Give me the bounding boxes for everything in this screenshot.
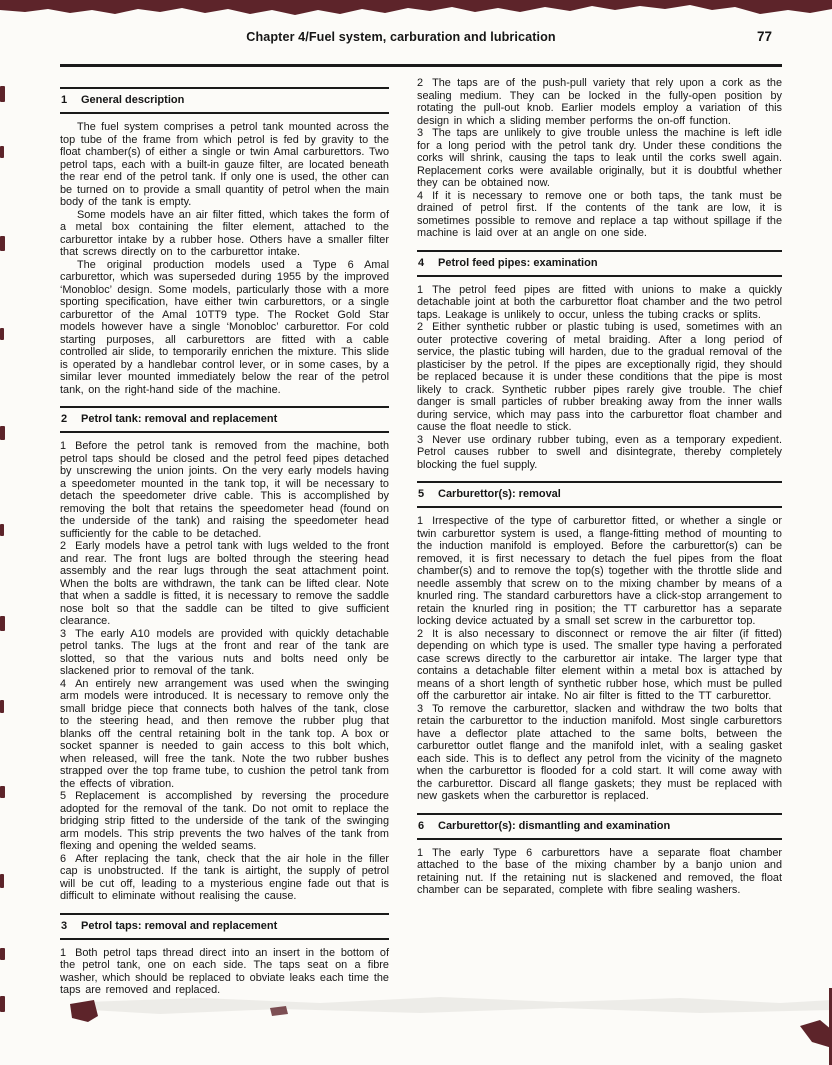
paragraph-text: Either synthetic rubber or plastic tubing is used, sometimes with an outer protective covering of metal braiding. After a long period of service, the plastic tubing will harden, due to the gradual removal of the plasticiser by the petrol. If the pipes are exceptionally rigid, they should be replaced because it is under these conditions that the pipe is most likely to crack. Synthetic rubber pipes rarely give trouble. The chief danger is small particles of rubber breaking away from the inner walls during service, which may pass into the carburettor float chamber and cause the float needle to stick. (417, 321, 782, 433)
paragraph-number: 3 (417, 127, 424, 139)
paragraph (417, 127, 782, 190)
paragraph-number: 6 (60, 852, 67, 865)
left-column (60, 77, 389, 997)
paragraph-text: Never use ordinary rubber tubing, even as a temporary expedient. Petrol causes rubber to swell and disintegrate, thereby completely blocking the fuel supply. (417, 433, 782, 471)
section-title: Petrol tank: removal and replacement (81, 413, 278, 425)
section-number: 2 (61, 413, 68, 425)
page-content (60, 30, 782, 997)
paragraph (60, 853, 389, 903)
section-heading (60, 87, 389, 114)
paragraph-number: 1 (60, 946, 67, 959)
page-number: 77 (756, 29, 772, 44)
paragraph-number: 1 (60, 440, 67, 452)
paragraph-number: 3 (417, 433, 424, 446)
paragraph-text: Some models have an air filter fitted, which takes the form of a metal box containing the filter element, attached to the carburettor intake by a rubber hose. Others have a smaller filter that screws directly on to the carburettor intake. (60, 208, 389, 258)
paragraph (60, 628, 389, 678)
paragraph-text: The original production models used a Type 6 Amal carburettor, which was superseded during 1955 by the improved ‘Monobloc’ design. Some models, particularly those with a more sporting specification, have either twin carburettors, or a single carburettor of the Amal 10TT9 type. The Rocket Gold Star models however have a single ‘Monobloc’ carburettor. For cold starting purposes, all carburettors are fitted with a cable controlled air slide, to temporarily enrichen the mixture. This slide is operated by a handlebar control lever, or in some cases, by a similar lever mounted immediately below the rear of the petrol tank, on the right-hand side of the machine. (60, 258, 389, 396)
paragraph (60, 947, 389, 997)
paragraph-text: The fuel system comprises a petrol tank mounted across the top tube of the frame from which petrol is fed by gravity to the float chamber(s) of either a single or twin Amal carburettors. Two petrol taps, each with a built-in gauze filter, are located beneath the rear end of the petrol tank. If only one is used, the other can be turned on to provide a small quantity of petrol when the main body of the tank is empty. (60, 121, 389, 208)
paragraph-number: 5 (60, 790, 67, 802)
paragraph (417, 190, 782, 240)
paragraph (417, 847, 782, 897)
paragraph (417, 434, 782, 472)
paragraph (417, 321, 782, 434)
paragraph-number: 1 (417, 283, 424, 296)
paragraph-number: 2 (60, 540, 67, 552)
paragraph-text: Both petrol taps thread direct into an insert in the bottom of the petrol tank, one on each side. The taps seat on a fibre washer, which should be replaced to obviate leaks each time the taps are removed and replaced. (60, 946, 389, 996)
text-columns (60, 77, 782, 997)
paragraph-text: The taps are unlikely to give trouble unless the machine is left idle for a long period with the petrol tank dry. Under these conditions the corks will shrink, causing the taps to leak until the corks swell again. Replacement corks were available originally, but it is doubtful whether they can be obtained now. (417, 127, 782, 189)
section-title: Petrol feed pipes: examination (438, 256, 598, 269)
section-title: Carburettor(s): removal (438, 488, 561, 500)
paragraph (417, 284, 782, 322)
section-number: 4 (418, 256, 425, 269)
section-heading (60, 406, 389, 433)
paragraph (60, 121, 389, 209)
section-heading (417, 813, 782, 840)
right-column (417, 77, 782, 897)
paragraph-number: 2 (417, 321, 424, 333)
paragraph-text: Replacement is accomplished by reversing the procedure adopted for the removal of the tank. Do not omit to replace the bridging strip fitted to the underside of the tank of the swinging arm models. This strip prevents the two halves of the tank from flexing and opening the welded seams. (60, 790, 389, 852)
paragraph-text: After replacing the tank, check that the air hole in the filler cap is unobstructed. If the tank is airtight, the supply of petrol will be cut off, leading to a mysterious engine fade out that is difficult to eliminate without realising the cause. (60, 852, 389, 902)
paragraph-number: 3 (60, 627, 67, 640)
paragraph (60, 540, 389, 628)
section-heading (417, 481, 782, 508)
paragraph (60, 790, 389, 853)
paragraph-number: 2 (417, 77, 424, 89)
section-number: 1 (61, 94, 68, 106)
section-heading (60, 913, 389, 940)
paragraph (60, 209, 389, 259)
paragraph-text: Early models have a petrol tank with lugs welded to the front and rear. The front lugs are bolted through the steering head assembly and the rear lugs through the seat attachment point. When the bolts are withdrawn, the tank can be lifted clear. Note that when a saddle is fitted, it is necessary to remove the saddle nose bolt so that the saddle can be tilted to give sufficient clearance. (60, 540, 389, 627)
section-title: General description (81, 94, 185, 106)
paragraph-text: The taps are of the push-pull variety that rely upon a cork as the sealing medium. They can be locked in the fully-open position by rotating the pull-out knob. Earlier models employ a variation of this design in which a sliding member performs the on-off function. (417, 77, 782, 127)
section-number: 3 (61, 919, 68, 932)
paragraph-text: The petrol feed pipes are fitted with unions to make a quickly detachable joint at both the carburettor float chamber and the two petrol taps. Leakage is unlikely to occur, unless the tubing cracks or splits. (417, 283, 782, 321)
paragraph-text: The early A10 models are provided with quickly detachable petrol tanks. The lugs at the front and rear of the tank are slotted, so that the various nuts and bolts need only be slackened prior to removal of the tank. (60, 627, 389, 677)
paragraph (60, 440, 389, 540)
paragraph (417, 77, 782, 127)
section-heading (417, 250, 782, 277)
paragraph-text: To remove the carburettor, slacken and withdraw the two bolts that retain the carburettor to the induction manifold. Most single carburettors have a deflector plate attached to the same bolts, between the carburettor outlet flange and the manifold inlet, with a sealing gasket each side. This is to deflect any petrol from the vicinity of the magneto when the carburettor is flooded for a cold start. It will come away with the carburettor. Discard all flange gaskets; they must be replaced with new gaskets when the carburettor is replaced. (417, 702, 782, 802)
paragraph-number: 3 (417, 702, 424, 715)
paragraph-text: An entirely new arrangement was used when the swinging arm models were introduced. It is necessary to remove only the small bridge piece that connects both halves of the tank, close to the steering head, and then remove the rubber plug that blanks off the central retaining bolt in the tank top. A box or socket spanner is needed to gain access to this bolt which, when released, will free the tank. Note the two rubber bushes strapped over the top frame tube, to cushion the petrol tank from the effects of vibration. (60, 677, 389, 790)
section-title: Carburettor(s): dismantling and examination (438, 819, 671, 832)
section-number: 6 (418, 819, 425, 832)
paragraph-text: Irrespective of the type of carburettor fitted, or whether a single or twin carburettor system is used, a flange-fitting method of mounting to the induction manifold is employed. Before the carburettor(s) can be removed, it is first necessary to detach the fuel pipes from the float chamber(s) and to remove the top(s) together with the throttle slide and needle assembly that screw on to the mixing chamber by means of a knurled ring. The standard carburettors have a click-stop arrangement to retain the knurled ring in position; the TT carburettor has a separate locking device actuated by a small set screw in the carburettor top. (417, 515, 782, 627)
paragraph-text: If it is necessary to remove one or both taps, the tank must be drained of petrol first. If the contents of the tank are low, it is sometimes possible to remove and replace a tap without spillage if the machine is laid over at an angle on one side. (417, 189, 782, 239)
paragraph (60, 259, 389, 397)
paragraph-number: 1 (417, 515, 424, 527)
paragraph (417, 515, 782, 628)
paragraph-text: It is also necessary to disconnect or remove the air filter (if fitted) depending on which type is used. The smaller type having a perforated case screws directly to the carburettor air intake. The larger type that contains a detachable filter element within a metal box is attached by means of a short length of synthetic rubber hose, which must be pulled off the carburettor air intake. No air filter is fitted to the TT carburettor. (417, 627, 782, 702)
paragraph-text: The early Type 6 carburettors have a separate float chamber attached to the base of the mixing chamber by a banjo union and retaining nut. If the retaining nut is slackened and removed, the float chamber can be separated, complete with fibre sealing washers. (417, 846, 782, 896)
paragraph-text: Before the petrol tank is removed from the machine, both petrol taps should be closed and the petrol feed pipes detached by unscrewing the union joints. On the very early models having a speedometer mounted in the tank top, it will be necessary to detach the speedometer drive cable. This is accomplished by removing the bolt that retains the speedometer head (found on the underside of the tank) and raising the speedometer head sufficiently for the cable to be detached. (60, 440, 389, 540)
paragraph (417, 628, 782, 703)
chapter-header: Chapter 4/Fuel system, carburation and lubrication (246, 30, 556, 44)
section-number: 5 (418, 488, 425, 500)
paragraph-number: 1 (417, 846, 424, 859)
paragraph (417, 703, 782, 803)
page-header (60, 30, 782, 56)
paragraph (60, 678, 389, 791)
paragraph-number: 4 (60, 677, 67, 690)
section-title: Petrol taps: removal and replacement (81, 919, 278, 932)
paragraph-number: 4 (417, 189, 424, 202)
paragraph-number: 2 (417, 627, 424, 640)
header-rule (60, 64, 782, 67)
